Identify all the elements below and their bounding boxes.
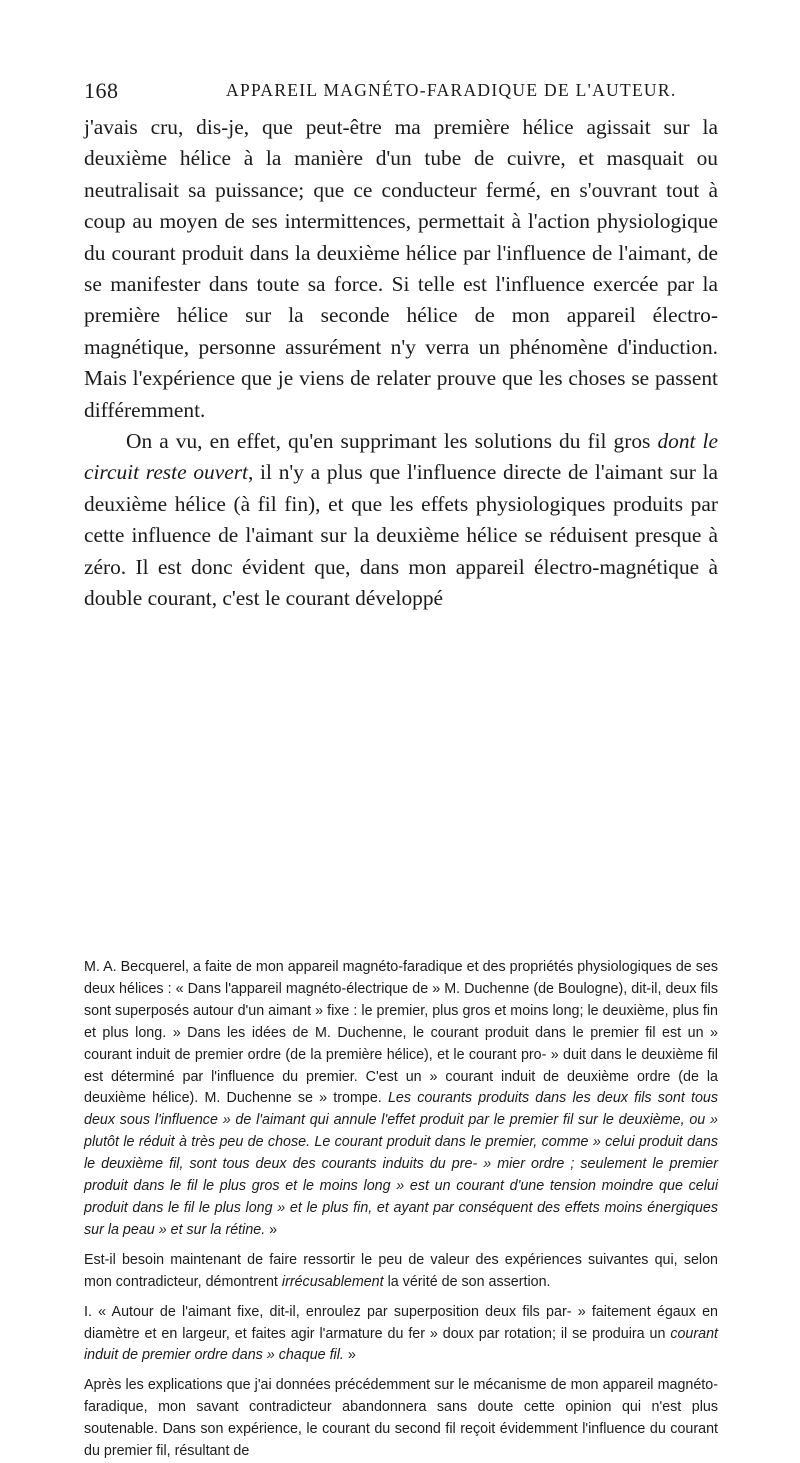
note-paragraph <box>84 957 718 1242</box>
note-text: Après les explications que j'ai données précédemment sur le mécanisme de mon appareil magnéto-faradique, mon savant contradicteur abandonnera sans doute cette opinion qui n'est plus soutenable. Dans son expérience, le courant du second fil reçoit évidemment l'influence du courant du premier fil, résultant de <box>84 1377 718 1460</box>
paragraph-text: j'avais cru, dis-je, que peut-être ma première hélice agissait sur la deuxième hélice à la manière d'un tube de cuivre, et masquait ou neutralisait sa puissance; que ce conducteur fermé, en s'ouvrant tout à coup au moyen de ses intermittences, permettait à l'action physiologique du courant produit dans la deuxième hélice par l'influence de l'aimant, de se manifester dans toute sa force. Si telle est l'influence exercée par la première hélice sur la seconde hélice de mon appareil électro-magnétique, personne assurément n'y verra un phénomène d'induction. Mais l'expérience que je viens de relater prouve que les choses se passent différemment. <box>84 115 718 422</box>
main-text <box>84 112 718 615</box>
note-text: M. A. Becquerel, a faite de mon appareil magnéto-faradique et des propriétés physiologiques de ses deux hélices : « Dans l'appareil magnéto-électrique de » M. Duchenne (de Boulogne), dit-il, deux fils sont superposés autour d'un aimant » fixe : le premier, plus gros et moins long; le deuxième, plus fin et plus long. » Dans les idées de M. Duchenne, le courant produit dans le premier fil est un » courant induit de premier ordre (de la première hélice), et le courant pro- » duit dans le deuxième fil est déterminé par l'influence du premier. C'est un » courant induit de deuxième ordre (de la deuxième hélice). M. Duchenne se » trompe. <box>84 959 718 1107</box>
italic-quotation: Les courants produits dans les deux fils sont tous deux sous l'influence » de l'aimant qui annule l'effet produit par le premier fil sur le deuxième, ou » plutôt le réduit à très peu de chose. Le courant produit dans le premier, comme » celui produit dans le deuxième fil, sont tous deux des courants induits du pre- » mier ordre ; seulement le premier produit dans le fil le plus gros et le moins long » est un courant d'une tension moindre que celui produit dans le fil le plus long » et le plus fin, et ayant par conséquent des effets moins énergiques sur la peau » et sur la rétine. <box>84 1090 719 1238</box>
note-paragraph <box>84 1375 718 1463</box>
italic-text: dont le circuit reste ouvert <box>84 429 718 485</box>
note-text: I. « Autour de l'aimant fixe, dit-il, enroulez par superposition deux fils par- » faitement égaux en diamètre et en largeur, et faites agir l'armature du fer » doux par rotation; il se produira un <box>84 1303 718 1342</box>
italic-text: irrécusablement <box>281 1273 384 1290</box>
note-text: » <box>265 1221 278 1238</box>
note-paragraph <box>84 1302 718 1368</box>
small-print-section <box>84 957 718 1463</box>
note-text: » <box>343 1347 356 1364</box>
note-text: Est-il besoin maintenant de faire ressortir le peu de valeur des expériences suivantes qui, selon mon contradicteur, démontrent <box>84 1251 718 1290</box>
paragraph <box>84 112 718 426</box>
paragraph <box>84 426 718 614</box>
running-title: APPAREIL MAGNÉTO-FARADIQUE DE L'AUTEUR. <box>226 80 677 100</box>
note-text: la vérité de son assertion. <box>383 1273 551 1290</box>
note-paragraph <box>84 1250 718 1294</box>
page-number: 168 <box>84 78 119 103</box>
running-head <box>0 78 800 104</box>
paragraph-text: , il n'y a plus que l'influence directe de l'aimant sur la deuxième hélice (à fil fin), et que les effets physiologiques produits par cette influence de l'aimant sur la deuxième hélice se réduisent presque à zéro. Il est donc évident que, dans mon appareil électro-magnétique à double courant, c'est le courant développé <box>84 460 718 611</box>
paragraph-text: On a vu, en effet, qu'en supprimant les solutions du fil gros <box>126 429 658 454</box>
italic-text: courant induit de premier ordre dans » chaque fil. <box>84 1325 718 1364</box>
